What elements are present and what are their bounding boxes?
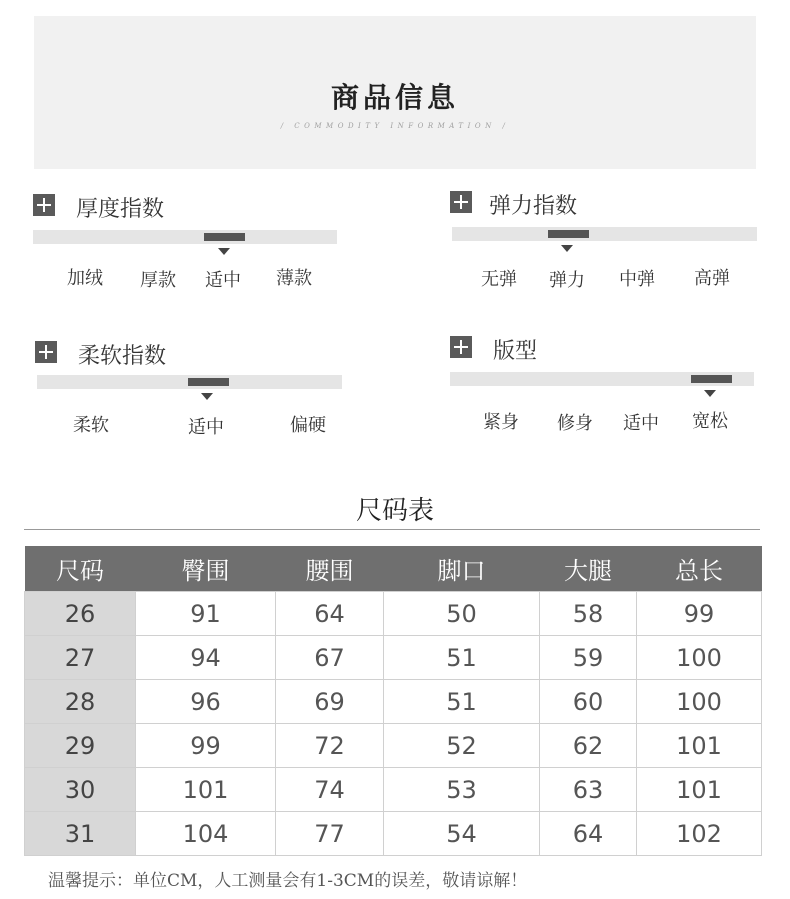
table-cell: 62 <box>540 724 637 768</box>
size-cell: 27 <box>25 636 136 680</box>
divider <box>24 529 760 530</box>
banner-subtitle: / COMMODITY INFORMATION / <box>280 122 510 130</box>
thickness-option: 厚款 <box>140 270 176 291</box>
table-cell: 74 <box>276 768 384 812</box>
plus-icon <box>33 194 55 216</box>
table-header-row <box>25 546 762 592</box>
table-cell: 51 <box>384 636 540 680</box>
thickness-option-selected: 适中 <box>205 270 241 291</box>
table-cell: 99 <box>637 592 762 636</box>
table-cell: 58 <box>540 592 637 636</box>
size-cell: 30 <box>25 768 136 812</box>
pointer-down-icon <box>561 245 573 252</box>
softness-option-selected: 适中 <box>188 417 224 438</box>
softness-option: 偏硬 <box>290 415 326 436</box>
table-cell: 50 <box>384 592 540 636</box>
elasticity-index-title: 弹力指数 <box>489 194 578 219</box>
table-cell: 59 <box>540 636 637 680</box>
measurement-tip: 温馨提示：单位CM，人工测量会有1-3CM的误差，敬请谅解！ <box>48 871 528 891</box>
plus-icon <box>35 341 57 363</box>
banner-title: 商品信息 <box>330 81 459 114</box>
table-cell: 72 <box>276 724 384 768</box>
table-cell: 53 <box>384 768 540 812</box>
table-cell: 60 <box>540 680 637 724</box>
table-cell: 63 <box>540 768 637 812</box>
plus-icon <box>450 336 472 358</box>
thickness-option: 薄款 <box>276 268 312 289</box>
elasticity-option: 高弹 <box>694 268 730 289</box>
table-cell: 101 <box>637 724 762 768</box>
thickness-option: 加绒 <box>67 268 103 289</box>
table-cell: 77 <box>276 812 384 856</box>
table-cell: 101 <box>637 768 762 812</box>
thickness-track <box>33 230 337 244</box>
table-cell: 100 <box>637 680 762 724</box>
column-header: 大腿 <box>540 546 637 592</box>
table-row <box>25 592 762 636</box>
column-header: 尺码 <box>25 546 136 592</box>
table-cell: 64 <box>540 812 637 856</box>
column-header: 脚口 <box>384 546 540 592</box>
table-row <box>25 680 762 724</box>
fit-option-selected: 宽松 <box>692 411 728 432</box>
size-chart-title: 尺码表 <box>355 496 434 526</box>
table-cell: 101 <box>136 768 276 812</box>
table-row <box>25 768 762 812</box>
elasticity-track <box>452 227 757 241</box>
table-cell: 51 <box>384 680 540 724</box>
pointer-down-icon <box>201 393 213 400</box>
fit-option: 适中 <box>623 413 659 434</box>
size-cell: 29 <box>25 724 136 768</box>
commodity-info-banner <box>34 16 756 169</box>
table-cell: 94 <box>136 636 276 680</box>
fit-track <box>450 372 754 386</box>
table-cell: 69 <box>276 680 384 724</box>
elasticity-option-selected: 弹力 <box>549 270 585 291</box>
fit-indicator <box>691 375 732 383</box>
table-cell: 104 <box>136 812 276 856</box>
fit-option: 修身 <box>557 413 593 434</box>
plus-icon <box>450 191 472 213</box>
column-header: 总长 <box>637 546 762 592</box>
fit-option: 紧身 <box>483 412 519 433</box>
table-cell: 54 <box>384 812 540 856</box>
table-cell: 64 <box>276 592 384 636</box>
column-header: 腰围 <box>276 546 384 592</box>
elasticity-option: 无弹 <box>481 269 517 290</box>
softness-option: 柔软 <box>73 415 109 436</box>
table-row <box>25 636 762 680</box>
thickness-index-title: 厚度指数 <box>76 197 165 222</box>
table-cell: 100 <box>637 636 762 680</box>
size-table <box>24 546 762 856</box>
size-cell: 28 <box>25 680 136 724</box>
elasticity-indicator <box>548 230 589 238</box>
table-cell: 67 <box>276 636 384 680</box>
table-cell: 96 <box>136 680 276 724</box>
table-cell: 52 <box>384 724 540 768</box>
size-cell: 26 <box>25 592 136 636</box>
pointer-down-icon <box>218 248 230 255</box>
table-cell: 99 <box>136 724 276 768</box>
fit-index-title: 版型 <box>493 339 538 364</box>
table-cell: 91 <box>136 592 276 636</box>
thickness-indicator <box>204 233 245 241</box>
elasticity-option: 中弹 <box>619 269 655 290</box>
column-header: 臀围 <box>136 546 276 592</box>
size-cell: 31 <box>25 812 136 856</box>
table-row <box>25 724 762 768</box>
softness-track <box>37 375 342 389</box>
table-row <box>25 812 762 856</box>
table-cell: 102 <box>637 812 762 856</box>
softness-indicator <box>188 378 229 386</box>
pointer-down-icon <box>704 390 716 397</box>
softness-index-title: 柔软指数 <box>78 344 167 369</box>
